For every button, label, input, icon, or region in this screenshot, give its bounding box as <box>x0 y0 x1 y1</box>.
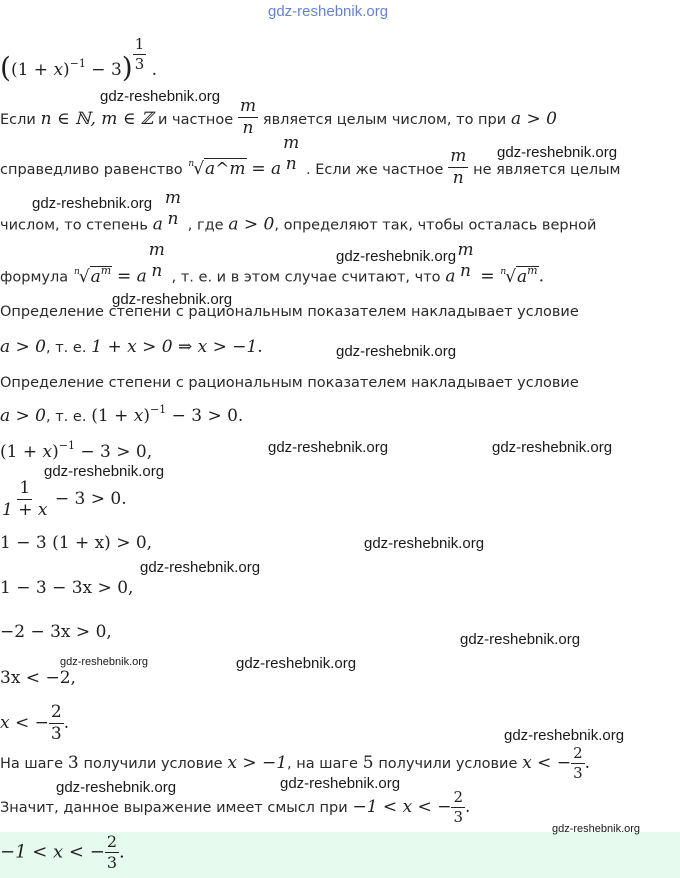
watermark: gdz-reshebnik.org <box>268 439 389 456</box>
period: . <box>538 266 545 287</box>
theory-text: числом, то степень <box>0 217 148 234</box>
definition-line-2: Определение степени с рациональным показателем накладывает условие <box>0 375 579 391</box>
watermark: gdz-reshebnik.org <box>100 88 221 105</box>
watermark: gdz-reshebnik.org <box>280 775 401 792</box>
expression: $((1 + x)^{-1} - 3)$ $\frac{1}{3}$ . <box>0 35 158 84</box>
answer <box>0 834 125 871</box>
radical-body: a^m <box>205 159 246 179</box>
definition-line-1: Определение степени с рациональным показателем накладывает условие <box>0 304 579 320</box>
conclusion-math: −1 < x < − <box>352 797 452 817</box>
theory-text: , где <box>187 217 224 234</box>
conclusion-text: получили условие <box>378 756 518 772</box>
watermark: gdz-reshebnik.org <box>552 823 641 835</box>
theory-math: n ∈ ℕ, m ∈ ℤ <box>40 109 154 129</box>
theory-text: , т. е. и в этом случае считают, что <box>171 269 441 286</box>
watermark: gdz-reshebnik.org <box>32 195 153 212</box>
theory-text: и частное <box>158 112 234 128</box>
step-4: 1 − 3 − 3x > 0, <box>0 578 134 598</box>
watermark: gdz-reshebnik.org <box>140 559 261 576</box>
watermark: gdz-reshebnik.org <box>44 463 165 480</box>
condition-math: a > 0 <box>0 337 47 357</box>
conclusion-text: На шаге <box>0 756 64 772</box>
theory-line-4: формула $^n√a^m = a$ m n , т. е. и в этом случае считают, что a m n = $^n√a^m$. <box>0 240 545 287</box>
watermark: gdz-reshebnik.org <box>504 727 625 744</box>
step-2-den: 1 + x <box>2 500 48 520</box>
step-7-lhs: x < − <box>0 713 49 733</box>
watermark: gdz-reshebnik.org <box>364 535 485 552</box>
watermark: gdz-reshebnik.org <box>492 439 613 456</box>
frac-den: 3 <box>573 764 583 782</box>
theory-text: справедливо равенство <box>0 162 183 178</box>
period: . <box>119 841 125 863</box>
theory-math: a > 0 <box>228 214 275 235</box>
frac-den: n <box>242 118 254 138</box>
theory-math: = a <box>251 159 282 179</box>
header-watermark: gdz-reshebnik.org <box>268 3 389 20</box>
condition-math: a > 0 <box>0 406 47 426</box>
condition-text: , т. е. <box>46 340 87 356</box>
answer-den: 3 <box>106 853 118 872</box>
watermark: gdz-reshebnik.org <box>460 631 581 648</box>
step-2 <box>0 480 127 519</box>
step-number: 5 <box>362 753 374 773</box>
frac-num: 2 <box>573 744 583 762</box>
condition-math: 1 + x > 0 ⇒ x > −1 <box>91 337 258 357</box>
radical-index: n <box>188 159 195 169</box>
theory-text: не является целым <box>473 162 621 178</box>
theory-text: . Если же частное <box>306 162 444 178</box>
watermark: gdz-reshebnik.org <box>60 656 149 668</box>
theory-text: Если <box>0 112 36 128</box>
step-7-num: 2 <box>50 702 62 722</box>
period: . <box>63 713 70 733</box>
answer-num: 2 <box>106 832 118 851</box>
step-2-num: 1 <box>19 478 31 498</box>
step-3: 1 − 3 (1 + x) > 0, <box>0 533 153 553</box>
watermark: gdz-reshebnik.org <box>336 343 457 360</box>
conclusion-text: Значит, данное выражение имеет смысл при <box>0 800 348 816</box>
period: . <box>584 753 591 773</box>
step-number: 3 <box>67 753 79 773</box>
watermark: gdz-reshebnik.org <box>112 291 233 308</box>
conclusion-line-2: Значит, данное выражение имеет смысл при −1 < x < − $\frac{2}{3}$ . <box>0 788 471 826</box>
step-6: 3x < −2, <box>0 668 76 688</box>
watermark: gdz-reshebnik.org <box>336 248 457 265</box>
condition-line-2: a > 0, т. е. $(1 + x)^{-1} - 3 > 0$. <box>0 403 244 426</box>
period: . <box>257 337 263 357</box>
step-1: $(1 + x)^{-1} - 3 > 0$, <box>0 439 153 462</box>
theory-text: формула <box>0 269 69 286</box>
step-5: −2 − 3x > 0, <box>0 622 112 642</box>
answer-range: −1 < x < − <box>0 841 105 863</box>
conclusion-text: , на шаге <box>287 756 358 772</box>
watermark: gdz-reshebnik.org <box>236 655 357 672</box>
conclusion-text: получили условие <box>83 756 223 772</box>
theory-math: a > 0 <box>510 109 557 129</box>
theory-text: является целым числом, то при <box>262 112 507 128</box>
step-7-den: 3 <box>50 724 62 744</box>
condition-text: , т. е. <box>46 409 87 425</box>
watermark: gdz-reshebnik.org <box>497 144 618 161</box>
watermark: gdz-reshebnik.org <box>56 779 177 796</box>
frac-num: m <box>239 96 257 116</box>
theory-line-3: числом, то степень a m n , где a > 0, определяют так, чтобы осталась верной <box>0 188 597 235</box>
conclusion-math: x < − <box>522 753 572 773</box>
theory-math: = <box>480 266 495 287</box>
theory-math: a <box>152 214 163 235</box>
conclusion-math: x > −1 <box>227 753 288 773</box>
step-7 <box>0 704 69 743</box>
step-2-rest: − 3 > 0. <box>54 489 127 509</box>
theory-text: , определяют так, чтобы осталась верной <box>274 217 597 234</box>
condition-line-1 <box>0 339 263 356</box>
theory-line-2: справедливо равенство $^n$√a^m = a m n . Если же частное $\frac{m}{n}$ не является целым <box>0 132 621 188</box>
